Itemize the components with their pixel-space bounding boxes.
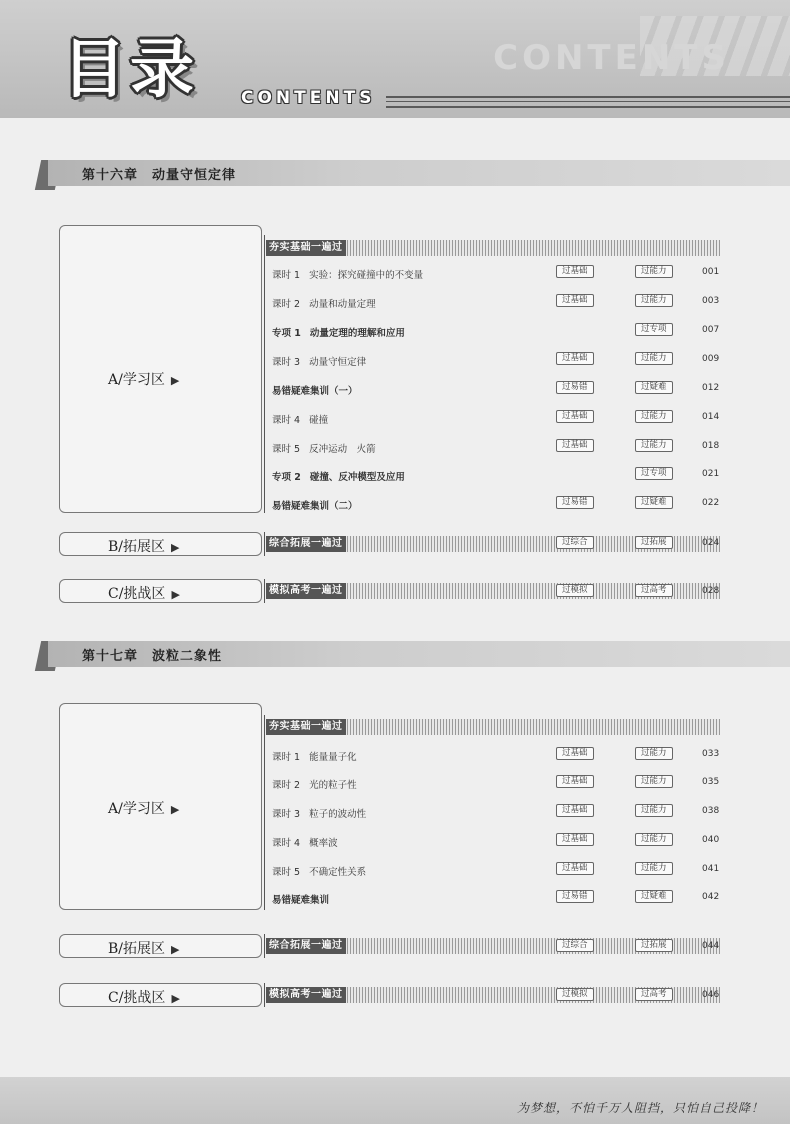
page-number: 014 — [702, 412, 720, 422]
toc-row[interactable] — [266, 833, 726, 849]
page-number: 041 — [702, 864, 720, 874]
toc-row[interactable] — [266, 804, 726, 820]
toc-row[interactable] — [266, 584, 726, 600]
tag-ability: 过能力 — [635, 862, 673, 875]
lesson-title: 课时 3 粒子的波动性 — [272, 809, 367, 820]
tag-comprehensive: 过综合 — [556, 939, 594, 952]
lesson-title: 课时 5 不确定性关系 — [272, 867, 367, 878]
chapter-title: 第十六章 动量守恒定律 — [82, 168, 237, 183]
tag-extend: 过拓展 — [635, 939, 673, 952]
tag-ability: 过能力 — [635, 804, 673, 817]
arrow-right-icon: ▶ — [171, 992, 180, 1005]
section-tag: 夯实基础一遍过 — [266, 719, 346, 735]
tag-difficult: 过疑难 — [635, 496, 673, 509]
tag-extend: 过拓展 — [635, 536, 673, 549]
toc-row[interactable] — [266, 775, 726, 791]
lesson-title: 课时 1 实验：探究碰撞中的不变量 — [272, 270, 424, 281]
lesson-title: 课时 2 动量和动量定理 — [272, 299, 376, 310]
toc-row[interactable] — [266, 862, 726, 878]
tag-ability: 过能力 — [635, 439, 673, 452]
page-number: 038 — [702, 806, 720, 816]
page-number: 042 — [702, 892, 720, 902]
page-number: 021 — [702, 469, 720, 479]
lesson-title: 易错疑难集训（一） — [272, 386, 358, 397]
lesson-title: 易错疑难集训 — [272, 895, 330, 906]
section-tag: 综合拓展一遍过 — [266, 536, 346, 552]
zone-divider — [264, 235, 265, 513]
tag-special: 过专项 — [635, 467, 673, 480]
page-number: 007 — [702, 325, 720, 335]
page-header — [0, 0, 790, 118]
toc-row[interactable] — [266, 265, 726, 281]
arrow-right-icon: ▶ — [170, 803, 180, 816]
section-tag: 夯实基础一遍过 — [266, 240, 346, 256]
tag-error: 过易错 — [556, 890, 594, 903]
chapter-header — [38, 160, 790, 186]
title-rule — [386, 96, 790, 108]
page-number: 024 — [702, 538, 720, 548]
tag-comprehensive: 过综合 — [556, 536, 594, 549]
tag-difficult: 过疑难 — [635, 890, 673, 903]
page-number: 033 — [702, 749, 720, 759]
section-header — [266, 240, 720, 256]
tag-basic: 过基础 — [556, 439, 594, 452]
page-footer — [0, 1077, 790, 1124]
arrow-right-icon: ▶ — [171, 943, 180, 956]
tag-error: 过易错 — [556, 381, 594, 394]
footer-motto: 为梦想，不怕千万人阻挡，只怕自己投降！ — [516, 1101, 764, 1115]
chapter-title: 第十七章 波粒二象性 — [82, 649, 223, 664]
page-subtitle: CONTENTS — [241, 88, 376, 108]
tag-basic: 过基础 — [556, 410, 594, 423]
zone-a-label[interactable]: A/学习区 ▶ — [108, 801, 180, 817]
lesson-title: 易错疑难集训（二） — [272, 501, 358, 512]
section-tag: 模拟高考一遍过 — [266, 583, 346, 599]
tag-special: 过专项 — [635, 323, 673, 336]
header-watermark: CONTENTS — [493, 38, 730, 78]
zone-divider — [264, 579, 265, 603]
tag-error: 过易错 — [556, 496, 594, 509]
tag-basic: 过基础 — [556, 862, 594, 875]
page-number: 022 — [702, 498, 720, 508]
tag-ability: 过能力 — [635, 775, 673, 788]
tag-ability: 过能力 — [635, 352, 673, 365]
toc-row[interactable] — [266, 890, 726, 906]
section-tag: 综合拓展一遍过 — [266, 938, 346, 954]
tag-mock: 过模拟 — [556, 584, 594, 597]
toc-row[interactable] — [266, 747, 726, 763]
lesson-title: 课时 4 碰撞 — [272, 415, 329, 426]
toc-row[interactable] — [266, 467, 726, 483]
lesson-title: 课时 1 能量量子化 — [272, 752, 357, 763]
page-number: 003 — [702, 296, 720, 306]
page-title: 目录 — [62, 33, 198, 107]
tag-ability: 过能力 — [635, 833, 673, 846]
zone-a-label[interactable]: A/学习区 ▶ — [108, 372, 180, 388]
tag-ability: 过能力 — [635, 747, 673, 760]
lesson-title: 课时 3 动量守恒定律 — [272, 357, 367, 368]
tag-ability: 过能力 — [635, 265, 673, 278]
page-number: 046 — [702, 990, 720, 1000]
page-number: 040 — [702, 835, 720, 845]
zone-divider — [264, 715, 265, 910]
zone-divider — [264, 983, 265, 1007]
tag-basic: 过基础 — [556, 833, 594, 846]
toc-row[interactable] — [266, 323, 726, 339]
page-number: 035 — [702, 777, 720, 787]
page-number: 044 — [702, 941, 720, 951]
tag-basic: 过基础 — [556, 804, 594, 817]
toc-row[interactable] — [266, 294, 726, 310]
page-number: 028 — [702, 586, 720, 596]
page-number: 012 — [702, 383, 720, 393]
toc-row[interactable] — [266, 939, 726, 955]
section-header — [266, 719, 720, 735]
tag-difficult: 过疑难 — [635, 381, 673, 394]
zone-divider — [264, 532, 265, 556]
lesson-title: 专项 1 动量定理的理解和应用 — [272, 328, 405, 339]
tag-basic: 过基础 — [556, 265, 594, 278]
arrow-right-icon: ▶ — [170, 374, 180, 387]
zone-divider — [264, 934, 265, 958]
toc-row[interactable] — [266, 410, 726, 426]
toc-row[interactable] — [266, 439, 726, 455]
arrow-right-icon: ▶ — [171, 588, 180, 601]
tag-basic: 过基础 — [556, 775, 594, 788]
zone-b-label[interactable]: B/拓展区 ▶ — [108, 941, 180, 957]
lesson-title: 课时 5 反冲运动 火箭 — [272, 444, 376, 455]
toc-row[interactable] — [266, 536, 726, 552]
page-number: 001 — [702, 267, 720, 277]
lesson-title: 专项 2 碰撞、反冲模型及应用 — [272, 472, 405, 483]
section-tag: 模拟高考一遍过 — [266, 987, 346, 1003]
tag-mock: 过模拟 — [556, 988, 594, 1001]
tag-ability: 过能力 — [635, 294, 673, 307]
lesson-title: 课时 2 光的粒子性 — [272, 780, 357, 791]
zone-b-label[interactable]: B/拓展区 ▶ — [108, 539, 180, 555]
page-number: 009 — [702, 354, 720, 364]
tag-basic: 过基础 — [556, 747, 594, 760]
arrow-right-icon: ▶ — [171, 541, 180, 554]
zone-c-label[interactable]: C/挑战区 ▶ — [108, 990, 180, 1006]
tag-ability: 过能力 — [635, 410, 673, 423]
toc-row[interactable] — [266, 381, 726, 397]
zone-c-label[interactable]: C/挑战区 ▶ — [108, 586, 180, 602]
tag-basic: 过基础 — [556, 352, 594, 365]
page-number: 018 — [702, 441, 720, 451]
toc-row[interactable] — [266, 352, 726, 368]
lesson-title: 课时 4 概率波 — [272, 838, 338, 849]
tag-exam: 过高考 — [635, 988, 673, 1001]
tag-basic: 过基础 — [556, 294, 594, 307]
toc-row[interactable] — [266, 988, 726, 1004]
tag-exam: 过高考 — [635, 584, 673, 597]
chapter-header — [38, 641, 790, 667]
toc-row[interactable] — [266, 496, 726, 512]
